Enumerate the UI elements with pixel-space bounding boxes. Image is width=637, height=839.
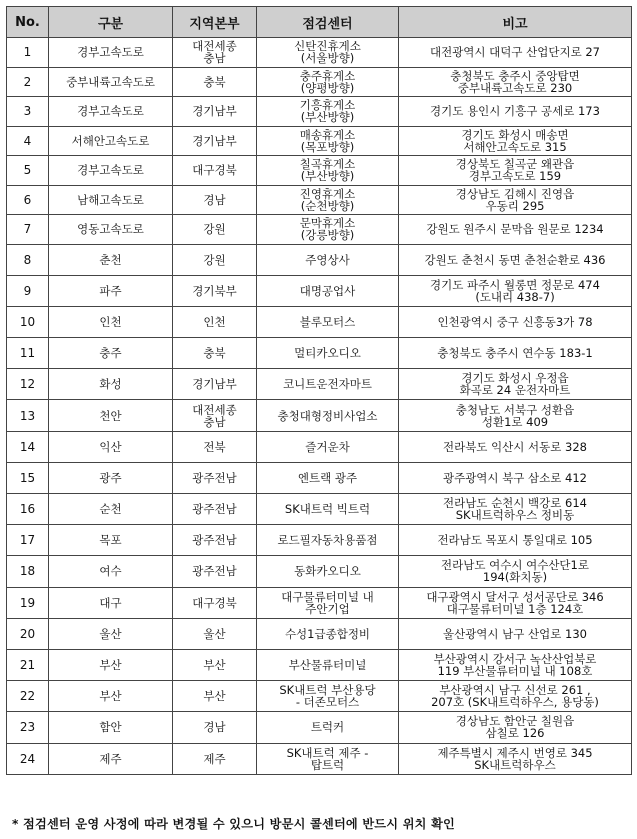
cell-gubun: 부산 — [49, 681, 173, 712]
cell-gubun: 순천 — [49, 494, 173, 525]
cell-note-line: 제주특별시 제주시 번영로 345 — [437, 745, 593, 760]
cell-gubun: 여수 — [49, 556, 173, 587]
cell-note — [399, 462, 632, 493]
cell-region — [173, 618, 257, 649]
cell-gubun: 천안 — [49, 400, 173, 431]
header-note: 비고 — [399, 7, 632, 38]
cell-region — [173, 681, 257, 712]
cell-region-line: 경기남부 — [192, 133, 237, 148]
cell-note — [399, 431, 632, 462]
cell-center-line: 대명공업사 — [299, 283, 356, 298]
cell-gubun: 경부고속도로 — [49, 38, 173, 68]
table-row — [7, 400, 632, 431]
cell-note — [399, 494, 632, 525]
cell-center-line: (부산방향) — [300, 110, 355, 125]
table-row — [7, 126, 632, 156]
cell-no: 23 — [7, 712, 49, 743]
cell-region-line: 충남 — [203, 51, 226, 66]
cell-region-line: 강원 — [203, 252, 226, 267]
cell-center — [257, 338, 399, 369]
header-no: No. — [7, 7, 49, 38]
cell-region — [173, 67, 257, 97]
cell-note — [399, 400, 632, 431]
cell-region-line: 경남 — [203, 192, 226, 207]
cell-note-line: SK내트럭하우스 — [474, 757, 556, 772]
cell-center — [257, 275, 399, 306]
table-row — [7, 38, 632, 68]
cell-region-line: 대구경북 — [192, 595, 237, 610]
table-row — [7, 743, 632, 774]
cell-region — [173, 38, 257, 68]
cell-region — [173, 126, 257, 156]
cell-region — [173, 338, 257, 369]
cell-region-line: 울산 — [203, 626, 226, 641]
cell-gubun: 제주 — [49, 743, 173, 774]
table-row — [7, 275, 632, 306]
cell-region-line: 광주전남 — [192, 533, 237, 548]
cell-gubun: 파주 — [49, 275, 173, 306]
cell-note — [399, 587, 632, 618]
cell-no: 15 — [7, 462, 49, 493]
cell-center — [257, 38, 399, 68]
cell-no: 2 — [7, 67, 49, 97]
cell-center-line: (양평방향) — [300, 80, 355, 95]
cell-note — [399, 649, 632, 680]
cell-region — [173, 431, 257, 462]
cell-region-line: 광주전남 — [192, 502, 237, 517]
cell-gubun: 중부내륙고속도로 — [49, 67, 173, 97]
table-row — [7, 185, 632, 215]
cell-center — [257, 649, 399, 680]
cell-region — [173, 369, 257, 400]
cell-note-line: 경상남도 김해시 진영읍 — [455, 186, 575, 201]
cell-no: 20 — [7, 618, 49, 649]
cell-center — [257, 556, 399, 587]
footnote: * 점검센터 운영 사정에 따라 변경될 수 있으니 방문시 콜센터에 반드시 위치 확인 — [12, 817, 456, 831]
table-row — [7, 649, 632, 680]
cell-center-line: 트럭커 — [310, 720, 345, 735]
cell-center — [257, 462, 399, 493]
cell-note-line: 서해안고속도로 315 — [463, 139, 567, 154]
cell-no: 24 — [7, 743, 49, 774]
header-gubun: 구분 — [49, 7, 173, 38]
cell-center-line: 신탄진휴게소 — [294, 39, 361, 54]
table-row — [7, 462, 632, 493]
cell-note — [399, 556, 632, 587]
cell-gubun: 대구 — [49, 587, 173, 618]
cell-center-line: 칠곡휴게소 — [299, 157, 356, 172]
cell-note — [399, 126, 632, 156]
cell-center — [257, 306, 399, 337]
cell-region-line: 충북 — [203, 74, 226, 89]
cell-center-line: 충청대형정비사업소 — [277, 408, 378, 423]
cell-note-line: 충청북도 충주시 중앙탑면 — [450, 68, 580, 83]
cell-note-line: 성환1로 409 — [481, 414, 549, 429]
cell-note-line: 대구물류터미널 1층 124호 — [446, 601, 584, 616]
cell-region — [173, 275, 257, 306]
cell-no: 3 — [7, 97, 49, 127]
cell-gubun: 부산 — [49, 649, 173, 680]
cell-center — [257, 431, 399, 462]
cell-center — [257, 400, 399, 431]
cell-note-line: 경기도 화성시 매송면 — [461, 127, 569, 142]
cell-note-line: 경기도 파주시 월롱면 정문로 474 — [430, 277, 600, 292]
cell-region — [173, 743, 257, 774]
cell-note — [399, 275, 632, 306]
cell-no: 1 — [7, 38, 49, 68]
cell-center — [257, 587, 399, 618]
cell-center — [257, 67, 399, 97]
cell-no: 11 — [7, 338, 49, 369]
table-row — [7, 556, 632, 587]
cell-note-line: 우동리 295 — [485, 198, 545, 213]
table-header-row — [7, 7, 632, 38]
cell-center-line: - 더존모터스 — [295, 695, 360, 710]
cell-region-line: 충남 — [203, 414, 226, 429]
cell-gubun: 영동고속도로 — [49, 215, 173, 245]
cell-note-line: 충청북도 충주시 연수동 183-1 — [437, 346, 593, 361]
cell-center-line: (목포방향) — [300, 139, 355, 154]
cell-center-line: SK내트럭 부산용당 — [279, 683, 376, 698]
cell-center-line: 동화카오디오 — [294, 564, 361, 579]
cell-gubun: 화성 — [49, 369, 173, 400]
cell-region — [173, 244, 257, 275]
cell-note-line: 울산광역시 남구 산업로 130 — [442, 626, 587, 641]
table-row — [7, 369, 632, 400]
cell-note-line: 부산광역시 남구 신선로 261 , — [439, 683, 591, 698]
cell-center — [257, 97, 399, 127]
cell-no: 8 — [7, 244, 49, 275]
cell-gubun: 광주 — [49, 462, 173, 493]
cell-region-line: 강원 — [203, 222, 226, 237]
cell-no: 9 — [7, 275, 49, 306]
table-row — [7, 244, 632, 275]
cell-gubun: 남해고속도로 — [49, 185, 173, 215]
cell-center — [257, 185, 399, 215]
cell-gubun: 서해안고속도로 — [49, 126, 173, 156]
cell-center-line: (서울방향) — [300, 51, 355, 66]
cell-center — [257, 156, 399, 186]
cell-note — [399, 215, 632, 245]
cell-region-line: 경기남부 — [192, 104, 237, 119]
cell-center-line: SK내트럭 빅트럭 — [284, 502, 371, 517]
cell-note-line: 삼칠로 126 — [485, 726, 545, 741]
cell-region — [173, 215, 257, 245]
cell-gubun: 울산 — [49, 618, 173, 649]
table-row — [7, 97, 632, 127]
cell-center-line: SK내트럭 제주 - — [286, 745, 369, 760]
table-row — [7, 306, 632, 337]
cell-no: 19 — [7, 587, 49, 618]
cell-region-line: 대전세종 — [192, 402, 237, 417]
cell-no: 4 — [7, 126, 49, 156]
cell-center — [257, 126, 399, 156]
cell-center — [257, 215, 399, 245]
cell-note — [399, 306, 632, 337]
cell-region — [173, 556, 257, 587]
cell-region — [173, 97, 257, 127]
cell-region — [173, 185, 257, 215]
cell-note-line: 광주광역시 북구 삼소로 412 — [442, 470, 587, 485]
cell-center-line: 로드필자동차용품점 — [277, 533, 378, 548]
cell-region — [173, 400, 257, 431]
cell-center-line: 수성1급종합정비 — [284, 626, 371, 641]
cell-note — [399, 185, 632, 215]
cell-note — [399, 67, 632, 97]
cell-center-line: (강릉방향) — [300, 228, 355, 243]
cell-note-line: 강원도 원주시 문막읍 원문로 1234 — [426, 222, 604, 237]
cell-note-line: 충청남도 서북구 성환읍 — [455, 402, 575, 417]
cell-no: 10 — [7, 306, 49, 337]
cell-center-line: 탑트럭 — [310, 757, 345, 772]
cell-center — [257, 369, 399, 400]
table-row — [7, 67, 632, 97]
table-row — [7, 525, 632, 556]
table-row — [7, 494, 632, 525]
cell-gubun: 충주 — [49, 338, 173, 369]
cell-no: 7 — [7, 215, 49, 245]
cell-center — [257, 712, 399, 743]
cell-region-line: 광주전남 — [192, 564, 237, 579]
cell-center-line: 즐거운차 — [305, 439, 350, 454]
cell-note-line: 경상남도 함안군 칠원읍 — [455, 714, 575, 729]
cell-center — [257, 525, 399, 556]
cell-center — [257, 494, 399, 525]
cell-region-line: 충북 — [203, 346, 226, 361]
cell-region — [173, 306, 257, 337]
cell-note-line: 화곡로 24 운전자마트 — [459, 383, 571, 398]
cell-no: 18 — [7, 556, 49, 587]
cell-no: 16 — [7, 494, 49, 525]
header-center: 점검센터 — [257, 7, 399, 38]
inspection-center-table — [6, 6, 632, 775]
cell-region — [173, 462, 257, 493]
cell-note-line: 중부내륙고속도로 230 — [457, 80, 573, 95]
cell-note-line: 전라남도 순천시 백강로 614 — [442, 496, 587, 511]
cell-center-line: (순천방향) — [300, 198, 355, 213]
cell-gubun: 목포 — [49, 525, 173, 556]
cell-region-line: 광주전남 — [192, 470, 237, 485]
cell-center — [257, 618, 399, 649]
cell-gubun: 익산 — [49, 431, 173, 462]
cell-no: 14 — [7, 431, 49, 462]
cell-gubun: 경부고속도로 — [49, 97, 173, 127]
cell-center-line: 진영휴게소 — [299, 186, 356, 201]
cell-note-line: 전라남도 여수시 여수산단1로 — [441, 558, 589, 573]
cell-center-line: 코니트운전자마트 — [283, 377, 372, 392]
cell-center-line: 매송휴게소 — [299, 127, 356, 142]
cell-region-line: 경남 — [203, 720, 226, 735]
cell-note-line: 대전광역시 대덕구 산업단지로 27 — [429, 45, 600, 60]
cell-note — [399, 369, 632, 400]
cell-center-line: (부산방향) — [300, 169, 355, 184]
cell-center-line: 주안기업 — [305, 601, 350, 616]
table-row — [7, 338, 632, 369]
table-row — [7, 587, 632, 618]
cell-center — [257, 743, 399, 774]
cell-region-line: 부산 — [203, 689, 226, 704]
cell-note-line: 경기도 용인시 기흥구 공세로 173 — [430, 104, 600, 119]
table-row — [7, 712, 632, 743]
cell-note-line: 경부고속도로 159 — [468, 169, 562, 184]
cell-no: 13 — [7, 400, 49, 431]
cell-no: 17 — [7, 525, 49, 556]
cell-no: 12 — [7, 369, 49, 400]
cell-note-line: SK내트럭하우스 정비동 — [455, 508, 575, 523]
cell-region-line: 인천 — [203, 314, 226, 329]
cell-note-line: 경상북도 칠곡군 왜관읍 — [455, 157, 575, 172]
cell-center — [257, 681, 399, 712]
cell-region — [173, 156, 257, 186]
cell-region-line: 경기북부 — [192, 283, 237, 298]
cell-note — [399, 97, 632, 127]
cell-note-line: (도내리 438-7) — [475, 289, 555, 304]
table-body — [7, 38, 632, 775]
cell-center-line: 멀티카오디오 — [294, 346, 361, 361]
cell-no: 6 — [7, 185, 49, 215]
cell-no: 21 — [7, 649, 49, 680]
cell-note — [399, 38, 632, 68]
cell-region-line: 제주 — [203, 751, 226, 766]
cell-note — [399, 244, 632, 275]
cell-region — [173, 494, 257, 525]
cell-note-line: 119 부산물류터미널 내 108호 — [437, 664, 593, 679]
cell-region-line: 경기남부 — [192, 377, 237, 392]
cell-gubun: 경부고속도로 — [49, 156, 173, 186]
cell-region — [173, 525, 257, 556]
header-region: 지역본부 — [173, 7, 257, 38]
cell-note-line: 부산광역시 강서구 녹산산업북로 — [433, 652, 597, 667]
cell-note — [399, 712, 632, 743]
cell-center-line: 대구물류터미널 내 — [281, 589, 374, 604]
cell-region-line: 전북 — [203, 439, 226, 454]
cell-center-line: 엔트랙 광주 — [297, 470, 358, 485]
cell-region-line: 대전세종 — [192, 39, 237, 54]
cell-region — [173, 587, 257, 618]
cell-no: 22 — [7, 681, 49, 712]
cell-note — [399, 681, 632, 712]
cell-note — [399, 618, 632, 649]
cell-note-line: 전라북도 익산시 서동로 328 — [442, 439, 587, 454]
cell-region-line: 대구경북 — [192, 163, 237, 178]
cell-center-line: 기흥휴게소 — [299, 98, 356, 113]
cell-note-line: 대구광역시 달서구 성서공단로 346 — [426, 589, 604, 604]
cell-note-line: 194(화치동) — [482, 570, 548, 585]
table-row — [7, 618, 632, 649]
cell-gubun: 함안 — [49, 712, 173, 743]
table-row — [7, 156, 632, 186]
cell-note-line: 전라남도 목포시 통일대로 105 — [437, 533, 593, 548]
cell-note — [399, 338, 632, 369]
table-row — [7, 681, 632, 712]
cell-no: 5 — [7, 156, 49, 186]
cell-note-line: 207호 (SK내트럭하우스, 용당동) — [431, 695, 599, 710]
cell-note — [399, 743, 632, 774]
cell-center-line: 블루모터스 — [299, 314, 356, 329]
inspection-center-table-wrapper — [6, 6, 631, 775]
cell-note — [399, 525, 632, 556]
cell-gubun: 춘천 — [49, 244, 173, 275]
cell-center-line: 충주휴게소 — [299, 68, 356, 83]
cell-region-line: 부산 — [203, 658, 226, 673]
cell-note-line: 경기도 화성시 우정읍 — [461, 371, 569, 386]
cell-note-line: 인천광역시 중구 신흥동3가 78 — [437, 314, 593, 329]
cell-center-line: 문막휴게소 — [299, 216, 356, 231]
cell-center-line: 부산물류터미널 — [288, 658, 367, 673]
cell-region — [173, 712, 257, 743]
cell-gubun: 인천 — [49, 306, 173, 337]
cell-center — [257, 244, 399, 275]
table-row — [7, 431, 632, 462]
table-row — [7, 215, 632, 245]
cell-note — [399, 156, 632, 186]
cell-region — [173, 649, 257, 680]
cell-center-line: 주영상사 — [305, 252, 350, 267]
cell-note-line: 강원도 춘천시 동면 춘천순환로 436 — [424, 252, 606, 267]
